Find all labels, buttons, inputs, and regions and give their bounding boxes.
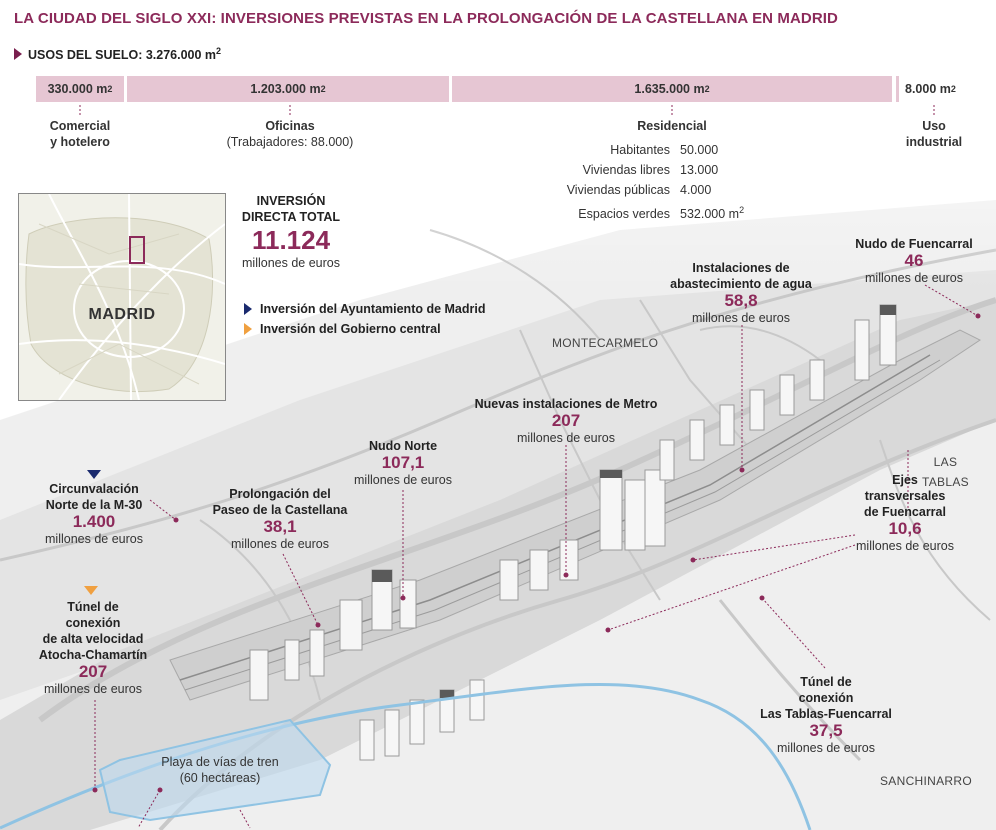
- stat-row: Espacios verdes 532.000 $m^2$: [578, 205, 745, 222]
- blue-arrow-icon: [244, 303, 252, 315]
- annotation-ejes: Ejes transversales de Fuencarral 10,6 millones de euros: [856, 473, 954, 553]
- land-bar-residential: 1.635.000 m 2: [452, 76, 892, 102]
- label-industrial: Uso industrial: [905, 119, 963, 149]
- land-bar-offices: 1.203.000 m 2: [127, 76, 449, 102]
- place-sanchinarro: SANCHINARRO: [880, 774, 972, 788]
- annotation-circunvalacion: Circunvalación Norte de la M-30 1.400 millones de euros: [28, 470, 160, 547]
- orange-arrow-icon: [84, 586, 98, 595]
- label-offices: Oficinas (Trabajadores: 88.000): [226, 119, 354, 149]
- locator-label: MADRID: [88, 306, 156, 323]
- locator-map: [18, 193, 226, 401]
- stat-row: Viviendas públicas 4.000: [566, 183, 712, 197]
- land-use-heading-sup: 2: [216, 46, 222, 56]
- annotation-nudo-norte: Nudo Norte 107,1 millones de euros: [354, 439, 452, 487]
- heading-triangle-icon: [14, 48, 22, 60]
- annotation-tunel-ave: Túnel de conexión de alta velocidad Atocha-Chamartín 207 millones de euros: [24, 586, 162, 697]
- land-bar-industrial-marker: [896, 76, 899, 102]
- orange-arrow-icon: [244, 323, 252, 335]
- land-use-heading: [14, 46, 221, 62]
- annotation-nudo-fuencarral: Nudo de Fuencarral 46 millones de euros: [855, 237, 973, 285]
- land-bar-industrial: 8.000 m 2: [905, 82, 956, 96]
- land-bar-commercial: 330.000 m 2: [36, 76, 124, 102]
- stat-row: Viviendas libres 13.000: [582, 163, 719, 177]
- place-las-tablas: LAS TABLAS: [922, 455, 969, 489]
- annotation-abastecimiento: Instalaciones de abastecimiento de agua 58,8 millones de euros: [670, 261, 812, 325]
- label-residential: Residencial: [637, 119, 707, 133]
- annotation-metro: Nuevas instalaciones de Metro 207 millones de euros: [474, 397, 658, 445]
- label-commercial: Comercial y hotelero: [49, 119, 111, 149]
- residential-stats: [546, 140, 744, 224]
- blue-arrow-icon: [87, 470, 101, 479]
- total-investment: INVERSIÓN DIRECTA TOTAL 11.124 millones de euros: [226, 193, 356, 271]
- legend: [244, 302, 486, 336]
- rail-yard-label: Playa de vías de tren (60 hectáreas): [161, 755, 279, 785]
- stat-row: Habitantes 50.000: [610, 143, 719, 157]
- place-montecarmelo: MONTECARMELO: [552, 336, 659, 350]
- legend-item-gobierno: Inversión del Gobierno central: [244, 322, 486, 336]
- annotation-prolongacion: Prolongación del Paseo de la Castellana 38,1 millones de euros: [212, 487, 348, 551]
- legend-item-ayuntamiento: Inversión del Ayuntamiento de Madrid: [244, 302, 486, 316]
- total-investment-value: 11.124: [251, 225, 331, 255]
- page-title: LA CIUDAD DEL SIGLO XXI: INVERSIONES PREVISTAS EN LA PROLONGACIÓN DE LA CASTELLANA EN MADRID: [14, 10, 838, 27]
- locator-map-graphic: [19, 194, 225, 400]
- locator-highlight: [129, 236, 145, 264]
- annotation-tunel-tablas: Túnel de conexión Las Tablas-Fuencarral 37,5 millones de euros: [760, 675, 892, 755]
- land-use-heading-text: USOS DEL SUELO: 3.276.000 m: [28, 48, 217, 63]
